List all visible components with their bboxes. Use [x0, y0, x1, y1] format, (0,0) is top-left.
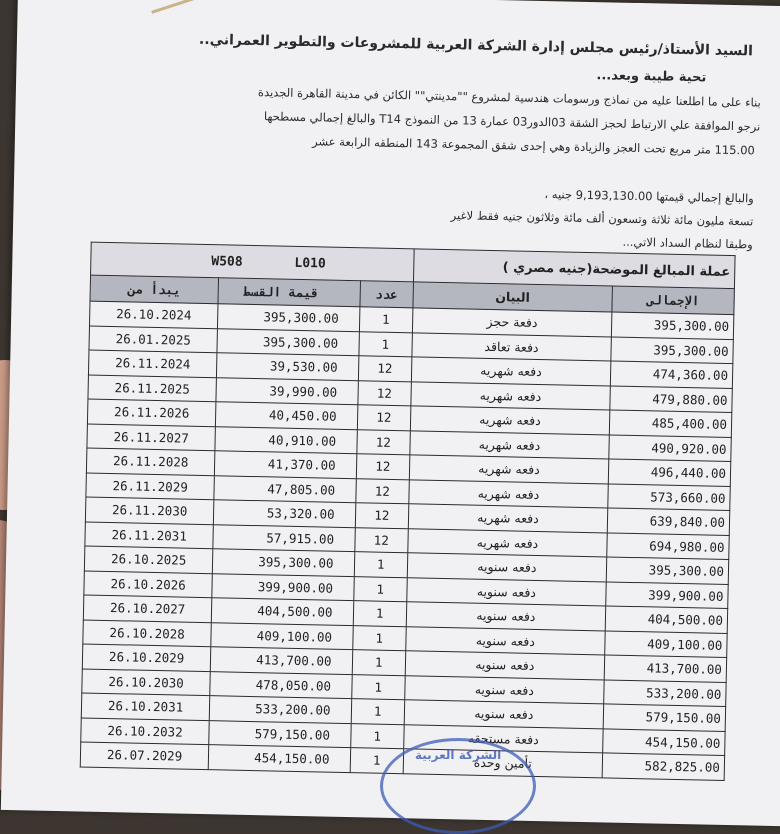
header-description: البيان: [413, 282, 612, 312]
cell-installment: 39,530.00: [217, 353, 359, 380]
cell-description: دفعه سنويه: [404, 700, 603, 729]
header-start-date: يبدأ من: [90, 275, 219, 304]
cell-start-date: 26.11.2026: [87, 399, 216, 426]
body-line-1: بناء على ما اطلعنا عليه من نماذج ورسومات هندسية لمشروع ""مدينتي"" الكائن في مدينة القاهرة الجديدة: [257, 85, 761, 110]
cell-description: دفعه شهريه: [411, 357, 610, 386]
addressee-line: السيد الأستاذ/رئيس مجلس إدارة الشركة العربية للمشروعات والتطوير العمراني..: [198, 31, 754, 60]
cell-start-date: 26.10.2027: [83, 595, 212, 622]
cell-count: 1: [359, 307, 413, 333]
currency-label: عملة المبالغ الموضحة(جنيه مصري ): [413, 249, 735, 289]
cell-total: 496,440.00: [608, 459, 731, 486]
cell-count: 12: [357, 405, 411, 431]
cell-count: 1: [353, 601, 407, 627]
document-sheet: [1, 0, 780, 827]
cell-total: 533,200.00: [604, 679, 727, 706]
cell-installment: 39,990.00: [216, 377, 358, 404]
total-value-line: والبالغ إجمالي قيمتها 9,193,130.00 جنيه ،: [544, 187, 754, 206]
cell-installment: 395,300.00: [213, 549, 355, 576]
cell-total: 573,660.00: [608, 483, 731, 510]
cell-total: 582,825.00: [602, 753, 725, 780]
cell-description: دفعه سنويه: [405, 675, 604, 704]
cell-start-date: 26.11.2031: [85, 522, 214, 549]
cell-total: 395,300.00: [606, 557, 729, 584]
cell-start-date: 26.10.2031: [81, 693, 210, 720]
cell-installment: 40,450.00: [216, 402, 358, 429]
cell-start-date: 26.11.2025: [88, 375, 217, 402]
cell-description: دفعه شهريه: [410, 430, 609, 459]
cell-description: دفعه سنويه: [407, 577, 606, 606]
cell-start-date: 26.10.2026: [84, 571, 213, 598]
cell-description: دفعه شهريه: [408, 528, 607, 557]
cell-total: 694,980.00: [607, 532, 730, 559]
cell-start-date: 26.01.2025: [89, 326, 218, 353]
cell-count: 12: [356, 429, 410, 455]
cell-start-date: 26.11.2028: [86, 448, 215, 475]
cell-total: 639,840.00: [607, 508, 730, 535]
cell-description: دفعه شهريه: [409, 479, 608, 508]
cell-installment: 454,150.00: [208, 745, 350, 772]
cell-count: 1: [350, 723, 404, 749]
cell-start-date: 26.07.2029: [80, 742, 209, 769]
cell-installment: 53,320.00: [214, 500, 356, 527]
code-w: W508: [211, 253, 243, 270]
cell-description: دفعة مستحقه: [404, 724, 603, 753]
cell-installment: 404,500.00: [211, 598, 353, 625]
cell-total: 454,150.00: [602, 728, 725, 755]
cell-total: 404,500.00: [605, 606, 728, 633]
cell-start-date: 26.11.2029: [86, 473, 215, 500]
cell-count: 12: [356, 454, 410, 480]
cell-installment: 478,050.00: [210, 671, 352, 698]
cell-description: دفعه شهريه: [409, 455, 608, 484]
cell-installment: 40,910.00: [215, 426, 357, 453]
code-l: L010: [294, 255, 326, 272]
cell-description: دفعة حجز: [412, 308, 611, 337]
cell-description: دفعه شهريه: [408, 504, 607, 533]
cell-total: 395,300.00: [611, 312, 734, 339]
cell-count: 12: [354, 527, 408, 553]
cell-total: 413,700.00: [604, 655, 727, 682]
cell-count: 1: [358, 331, 412, 357]
cell-installment: 413,700.00: [210, 647, 352, 674]
cell-total: 395,300.00: [611, 336, 734, 363]
payment-intro: وطبقا لنظام السداد الاتي...: [622, 234, 753, 252]
cell-total: 474,360.00: [610, 361, 733, 388]
cell-total: 479,880.00: [610, 385, 733, 412]
cell-description: دفعه شهريه: [411, 381, 610, 410]
total-in-words: تسعة مليون مائة ثلاثة وتسعون ألف مائة وثلاثون جنيه فقط لاغير: [450, 208, 754, 229]
cell-total: 485,400.00: [609, 410, 732, 437]
cell-count: 1: [350, 748, 404, 774]
cell-start-date: 26.11.2024: [88, 350, 217, 377]
cell-start-date: 26.11.2027: [87, 424, 216, 451]
cell-start-date: 26.10.2030: [82, 668, 211, 695]
cell-count: 12: [355, 478, 409, 504]
cell-installment: 47,805.00: [214, 475, 356, 502]
cell-total: 579,150.00: [603, 704, 726, 731]
cell-installment: 409,100.00: [211, 622, 353, 649]
cell-installment: 41,370.00: [215, 451, 357, 478]
cell-count: 12: [357, 380, 411, 406]
cell-description: دفعة تعاقد: [412, 332, 611, 361]
greeting-line: تحية طيبة وبعد...: [596, 68, 707, 86]
cell-count: 1: [351, 674, 405, 700]
cell-installment: 395,300.00: [218, 304, 360, 331]
cell-start-date: 26.10.2032: [81, 717, 210, 744]
cell-installment: 579,150.00: [209, 720, 351, 747]
cell-description: دفعه شهريه: [410, 406, 609, 435]
cell-description: دفعه سنويه: [407, 553, 606, 582]
cell-description: دفعه سنويه: [406, 602, 605, 631]
cell-total: 490,920.00: [609, 434, 732, 461]
body-line-2: نرجو الموافقة علي الارتباط لحجز الشقة 03الدور03 عمارة 13 من النموذج T14 والبالغ إجمالي مسطحها: [263, 109, 761, 134]
cell-installment: 395,300.00: [217, 328, 359, 355]
stamp-text: الشركة العربية: [415, 748, 502, 762]
cell-count: 1: [352, 625, 406, 651]
cell-count: 12: [355, 503, 409, 529]
cell-installment: 399,900.00: [212, 573, 354, 600]
cell-count: 1: [352, 650, 406, 676]
cell-total: 409,100.00: [605, 630, 728, 657]
cell-count: 12: [358, 356, 412, 382]
cell-start-date: 26.10.2024: [89, 301, 218, 328]
cell-count: 1: [353, 576, 407, 602]
cell-count: 1: [351, 699, 405, 725]
cell-description: تأمين وحدة: [403, 749, 602, 778]
cell-count: 1: [354, 552, 408, 578]
header-count: عدد: [359, 281, 413, 308]
cell-installment: 533,200.00: [209, 696, 351, 723]
body-line-3: 115.00 متر مربع تحت العجز والزيادة وهي إحدى شقق المجموعة 143 المنطقه الرابعة عشر: [312, 134, 755, 158]
cell-total: 399,900.00: [606, 581, 729, 608]
cell-installment: 57,915.00: [213, 524, 355, 551]
header-installment: قيمة القسط: [218, 278, 360, 307]
cell-start-date: 26.10.2028: [83, 620, 212, 647]
payment-schedule-table: [80, 242, 736, 781]
cell-description: دفعه سنويه: [405, 651, 604, 680]
cell-start-date: 26.10.2025: [84, 546, 213, 573]
cell-start-date: 26.11.2030: [85, 497, 214, 524]
header-total: الإجمالى: [612, 286, 735, 315]
cell-start-date: 26.10.2029: [82, 644, 211, 671]
cell-description: دفعه سنويه: [406, 626, 605, 655]
